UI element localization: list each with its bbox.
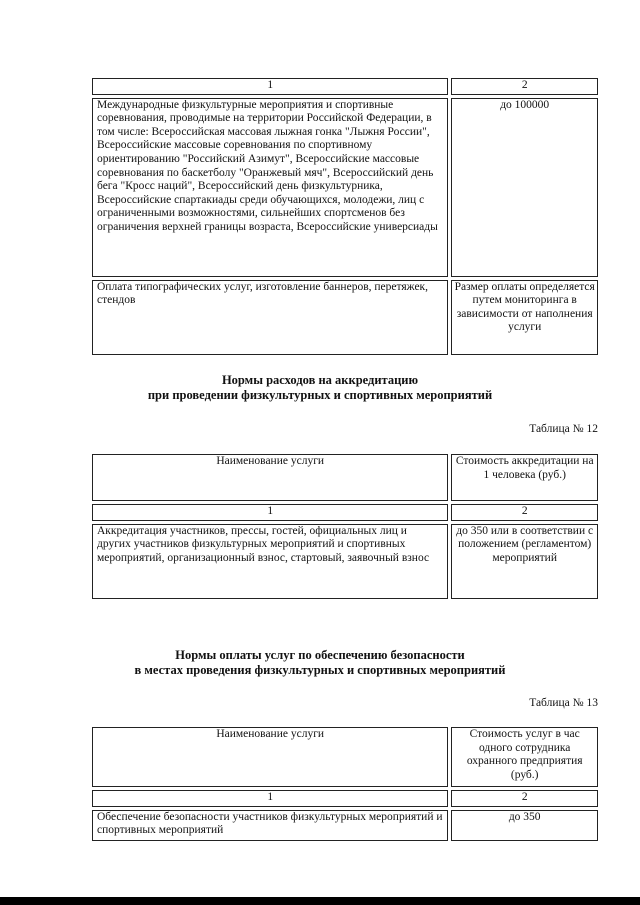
section-12-title-line-1: Нормы расходов на аккредитацию <box>221 373 419 387</box>
table-header-row <box>92 454 598 501</box>
scan-bottom-edge <box>0 897 640 905</box>
col-number-1: 1 <box>92 790 448 807</box>
table-row <box>92 78 598 95</box>
service-value-cell: до 350 <box>451 810 598 841</box>
col-number-1: 1 <box>92 78 448 95</box>
section-12-title <box>0 373 640 403</box>
table-row <box>92 524 598 599</box>
col-header-cost: Стоимость услуг в час одного сотрудника охранного предприятия (руб.) <box>451 727 598 787</box>
service-name-cell: Международные физкультурные мероприятия и спортивные соревнования, проводимые на территории Российской Федерации, в том числе: Всероссийская массовая лыжная гонка "Лыжня России", Всероссийские массовые соревнования по спортивному ориентированию "Российский Азимут", Всероссийские массовые соревнования по баскетболу "Оранжевый мяч", Всероссийский день бега "Кросс наций", Всероссийский день физкультурника, Всероссийские спартакиады среди обучающихся, молодежи, лиц с ограниченными возможностями, сильнейших спортсменов без ограничения верхней границы возраста, Всероссийские универсиады <box>92 98 448 277</box>
service-name-cell: Обеспечение безопасности участников физкультурных мероприятий и спортивных мероприятий <box>92 810 448 841</box>
section-12-title-line-2: при проведении физкультурных и спортивных мероприятий <box>147 388 493 402</box>
table-row <box>92 790 598 807</box>
table-12 <box>92 454 598 599</box>
table-row <box>92 504 598 521</box>
col-number-2: 2 <box>451 790 598 807</box>
table-header-row <box>92 727 598 787</box>
col-number-2: 2 <box>451 78 598 95</box>
col-number-2: 2 <box>451 504 598 521</box>
table-row <box>92 810 598 841</box>
col-header-service: Наименование услуги <box>92 727 448 787</box>
table-top <box>92 78 598 355</box>
col-header-service: Наименование услуги <box>92 454 448 501</box>
service-value-cell: до 350 или в соответствии с положением (регламентом) мероприятий <box>451 524 598 599</box>
service-name-cell: Оплата типографических услуг, изготовление баннеров, перетяжек, стендов <box>92 280 448 355</box>
service-name-cell: Аккредитация участников, прессы, гостей, официальных лиц и других участников физкультурных мероприятий и спортивных мероприятий, организационный взнос, стартовый, заявочный взнос <box>92 524 448 599</box>
table-row <box>92 280 598 355</box>
col-number-1: 1 <box>92 504 448 521</box>
section-13-title <box>0 648 640 678</box>
table-13 <box>92 727 598 841</box>
col-header-cost: Стоимость аккредитации на 1 человека (руб.) <box>451 454 598 501</box>
service-value-cell: до 100000 <box>451 98 598 277</box>
service-value-cell: Размер оплаты определяется путем мониторинга в зависимости от наполнения услуги <box>451 280 598 355</box>
table-row <box>92 98 598 277</box>
section-13-title-line-1: Нормы оплаты услуг по обеспечению безопасности <box>175 648 465 662</box>
table-13-label: Таблица № 13 <box>529 697 598 709</box>
table-12-label: Таблица № 12 <box>529 423 598 435</box>
section-13-title-line-2: в местах проведения физкультурных и спортивных мероприятий <box>134 663 506 677</box>
